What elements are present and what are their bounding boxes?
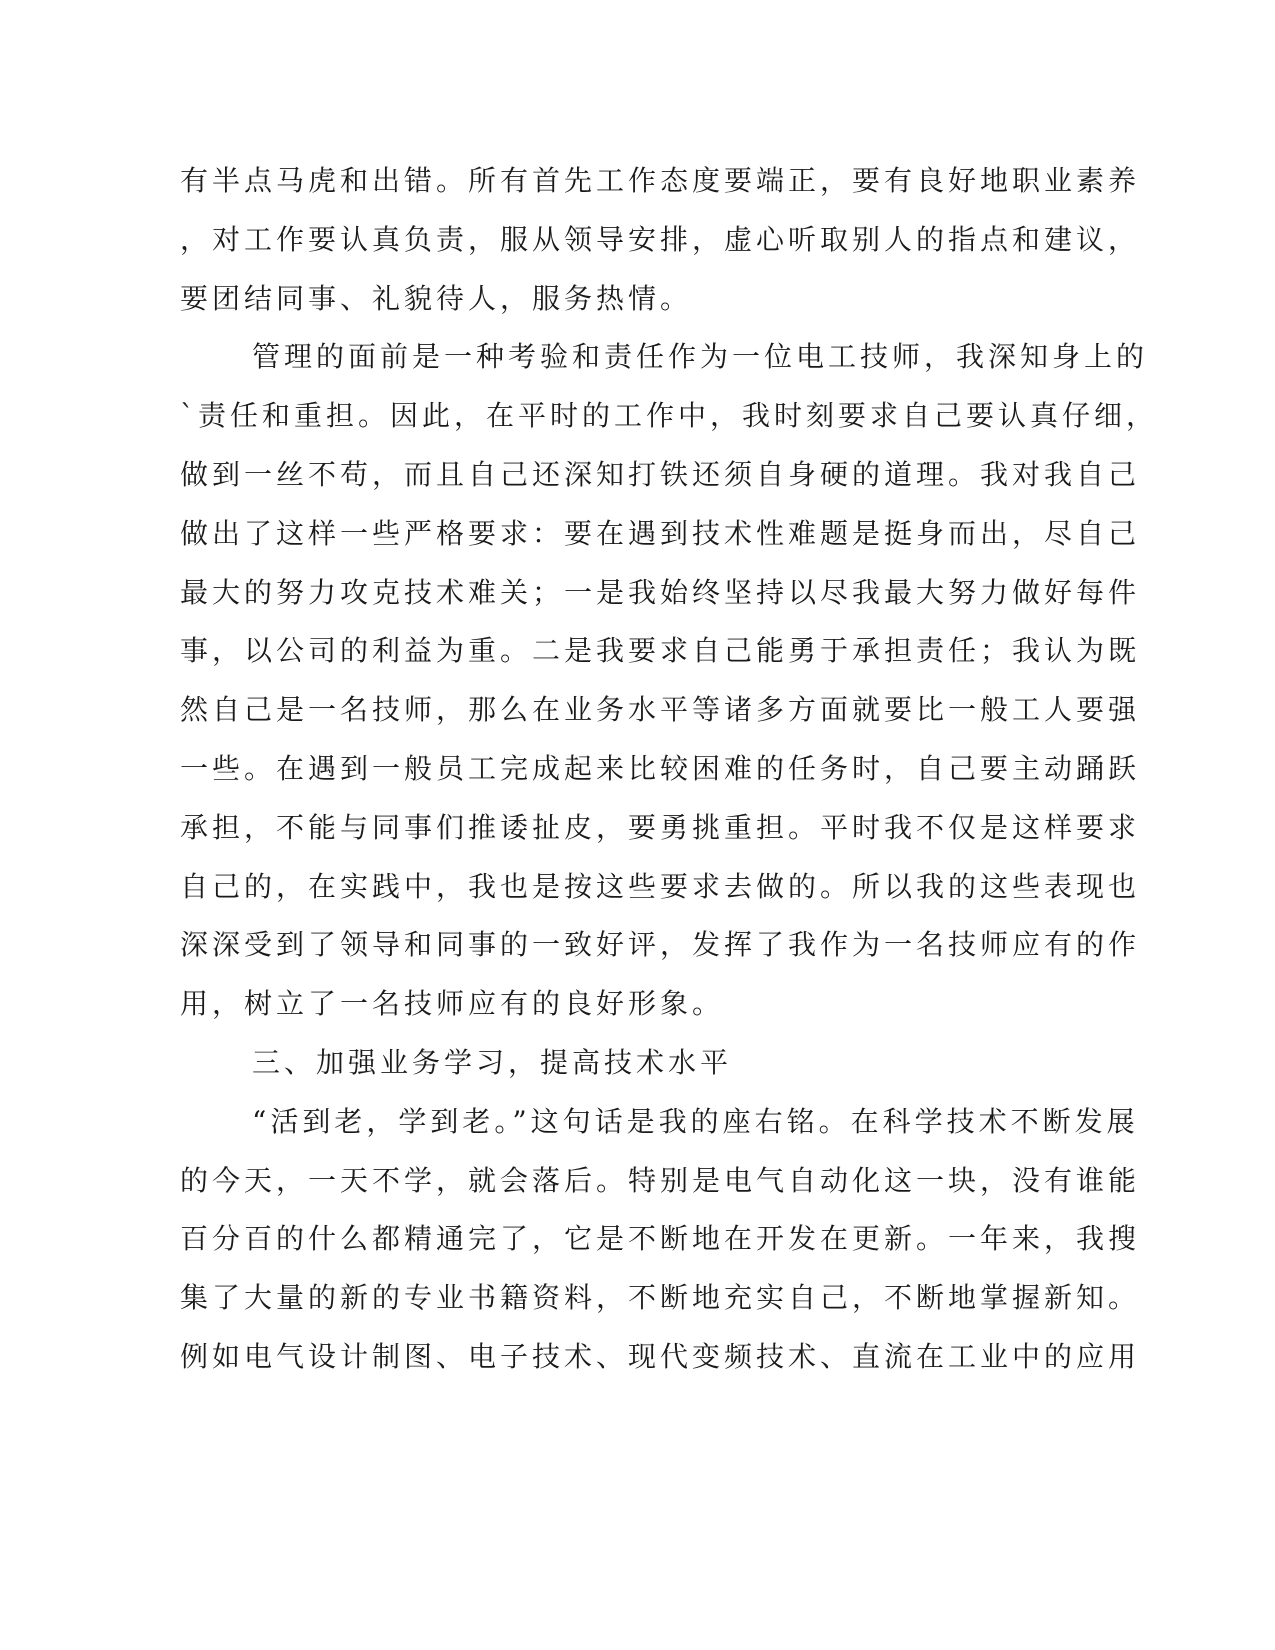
text-line: 深深受到了领导和同事的一致好评，发挥了我作为一名技师应有的作 [180,928,1141,962]
text-line: 自己的，在实践中，我也是按这些要求去做的。所以我的这些表现也 [180,869,1141,903]
text-line: 事，以公司的利益为重。二是我要求自己能勇于承担责任；我认为既 [180,634,1141,668]
text-line: 承担，不能与同事们推诿扯皮，要勇挑重担。平时我不仅是这样要求 [180,810,1141,844]
section-heading: 三、加强业务学习，提高技术水平 [252,1045,733,1079]
text-line: 的今天，一天不学，就会落后。特别是电气自动化这一块，没有谁能 [180,1163,1141,1197]
paragraph-start-line: 管理的面前是一种考验和责任作为一位电工技师，我深知身上的 [252,340,1149,374]
text-line: 要团结同事、礼貌待人，服务热情。 [180,281,693,315]
text-line: ，对工作要认真负责，服从领导安排，虚心听取别人的指点和建议， [180,222,1141,256]
paragraph-start-line: “活到老，学到老。”这句话是我的座右铭。在科学技术不断发展 [252,1104,1139,1138]
text-line: 有半点马虎和出错。所有首先工作态度要端正，要有良好地职业素养 [180,164,1141,197]
text-line: `责任和重担。因此，在平时的工作中，我时刻要求自己要认真仔细， [180,399,1159,433]
text-line: 做到一丝不苟，而且自己还深知打铁还须自身硬的道理。我对我自己 [180,457,1141,491]
text-line: 例如电气设计制图、电子技术、现代变频技术、直流在工业中的应用 [180,1339,1141,1373]
body-text [180,152,1159,1387]
text-line: 做出了这样一些严格要求：要在遇到技术性难题是挺身而出，尽自己 [180,516,1141,550]
text-line: 用，树立了一名技师应有的良好形象。 [180,987,725,1021]
text-line: 最大的努力攻克技术难关；一是我始终坚持以尽我最大努力做好每件 [180,575,1141,609]
text-line: 集了大量的新的专业书籍资料，不断地充实自己，不断地掌握新知。 [180,1281,1141,1315]
text-line: 然自己是一名技师，那么在业务水平等诸多方面就要比一般工人要强 [180,693,1141,727]
text-line: 一些。在遇到一般员工完成起来比较困难的任务时，自己要主动踊跃 [180,751,1141,785]
text-line: 百分百的什么都精通完了，它是不断地在开发在更新。一年来，我搜 [180,1222,1141,1256]
